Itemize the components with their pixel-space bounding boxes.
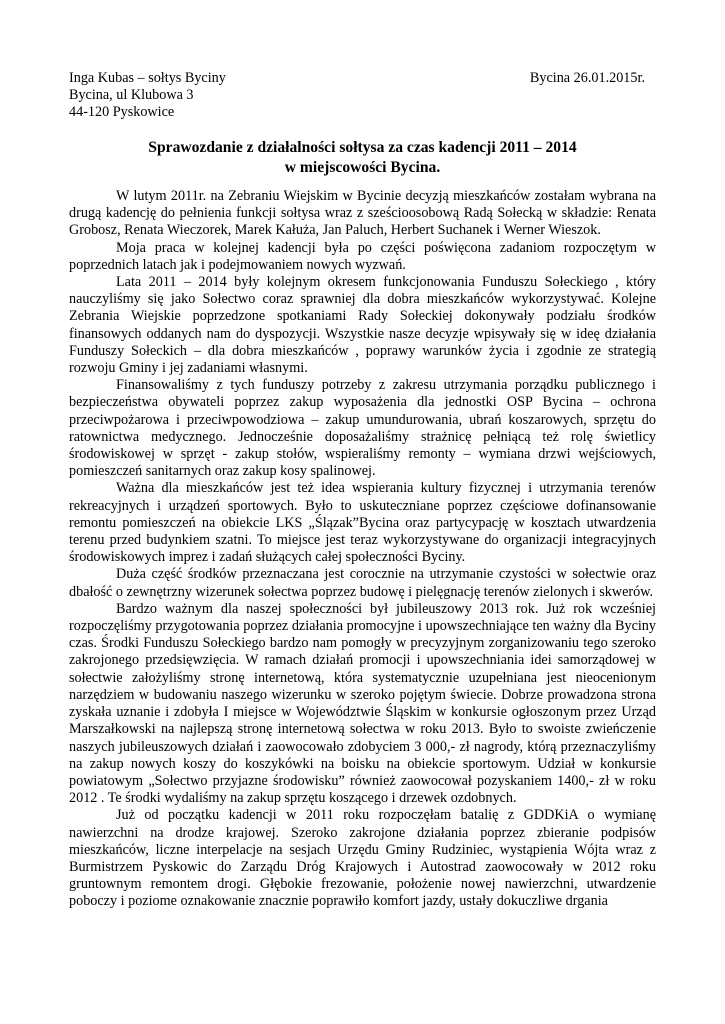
paragraph: Lata 2011 – 2014 były kolejnym okresem funkcjonowania Funduszu Sołeckiego , który nauczyliśmy się jako Sołectwo coraz sprawniej dla dobra mieszkańców wykorzystywać. Kolejne Zebrania Wiejskie poprzedzone spotkaniami Rady Sołeckiej dokonywały podziału środków finansowych oddanych nam do dyspozycji. Wszystkie nasze decyzje wpisywały się w ideę działania Funduszy Sołeckich – dla dobra mieszkańców , poprawy warunków życia i zgodnie ze strategią rozwoju Gminy i jej zadaniami własnymi. xyxy=(69,274,656,377)
paragraph: Już od początku kadencji w 2011 roku rozpoczęłam batalię z GDDKiA o wymianę nawierzchni na drodze krajowej. Szeroko zakrojone działania poprzez zbieranie podpisów mieszkańców, liczne interpelacje na sesjach Urzędu Gminy Rudziniec, wystąpienia Wójta wraz z Burmistrzem Pyskowic do Zarządu Dróg Krajowych i Autostrad zaowocowały w 2012 roku gruntownym remontem drogi. Głębokie frezowanie, położenie nowej nawierzchni, utwardzenie poboczy i poziome oznakowanie znacznie poprawiło komfort jazdy, ustały dokuczliwe drgania xyxy=(69,807,656,910)
paragraph: Moja praca w kolejnej kadencji była po części poświęcona zadaniom rozpoczętym w poprzednich latach jak i podejmowaniem nowych wyzwań. xyxy=(69,239,656,273)
paragraph: Duża część środków przeznaczana jest corocznie na utrzymanie czystości w sołectwie oraz dbałość o zewnętrzny wizerunek sołectwa poprzez budowę i pielęgnację terenów zielonych i skwerów. xyxy=(69,566,656,600)
document-title xyxy=(69,138,656,177)
paragraph: Finansowaliśmy z tych funduszy potrzeby z zakresu utrzymania porządku publicznego i bezpieczeństwa obywateli poprzez zakup wyposażenia dla jednostki OSP Bycina – ochrona przeciwpożarowa i przeciwpowodziowa – zakup umundurowania, ubrań koszarowych, sprzętu do ratownictwa medycznego. Jednocześnie doposażaliśmy strażnicę pełniącą też rolę świetlicy środowiskowej w sprzęt - zakup stołów, wspieraliśmy remonty – wymiana drzwi wejściowych, pomieszczeń sanitarnych oraz zakup kosy spalinowej. xyxy=(69,377,656,480)
document-body xyxy=(69,188,656,911)
sender-address xyxy=(69,70,226,122)
paragraph: Ważna dla mieszkańców jest też idea wspierania kultury fizycznej i utrzymania terenów rekreacyjnych i urządzeń sportowych. Było to uskuteczniane poprzez częściowe dofinansowanie remontu pomieszczeń na obiekcie LKS „Ślązak”Bycina oraz partycypację w kosztach utwardzenia terenu przed budynkiem szatni. To miejsce jest teraz wykorzystywane do organizacji integracyjnych środowiskowych imprez i zadań służących całej społeczności Byciny. xyxy=(69,480,656,566)
title-line-1: Sprawozdanie z działalności sołtysa za czas kadencji 2011 – 2014 xyxy=(148,139,577,156)
sender-postal: 44-120 Pyskowice xyxy=(69,104,175,121)
title-line-2: w miejscowości Bycina. xyxy=(284,158,441,176)
sender-name: Inga Kubas – sołtys Byciny xyxy=(69,70,226,86)
sender-street: Bycina, ul Klubowa 3 xyxy=(69,87,194,104)
paragraph: Bardzo ważnym dla naszej społeczności był jubileuszowy 2013 rok. Już rok wcześniej rozpoczęliśmy przygotowania poprzez działania promocyjne i upowszechniające ten ważny dla Byciny czas. Środki Funduszu Sołeckiego bardzo nam pomogły w precyzyjnym zorganizowaniu tego szeroko zakrojonego przedsięwzięcia. W ramach działań promocji i upowszechniania idei samorządowej w sołectwie założyliśmy stronę internetową, która systematycznie uzupełniana jest nieocenionym narzędziem w budowaniu naszego wizerunku w szeroko pojętym świecie. Dobrze prowadzona strona zyskała uznanie i zdobyła I miejsce w Województwie Śląskim w konkursie ogłoszonym przez Urząd Marszałkowski na najlepszą stronę internetową sołectwa w roku 2013. Było to swoiste zwieńczenie naszych jubileuszowych działań i zaowocowało zdobyciem 3 000,- zł nagrody, którą przeznaczyliśmy na zakup nowych koszy do koszykówki na boisku na obiekcie sportowym. Udział w konkursie powiatowym „Sołectwo przyjazne środowisku” również zaowocował pozyskaniem 1400,- zł w roku 2012 . Te środki wydaliśmy na zakup sprzętu koszącego i drzewek ozdobnych. xyxy=(69,600,656,807)
paragraph: W lutym 2011r. na Zebraniu Wiejskim w Bycinie decyzją mieszkańców zostałam wybrana na drugą kadencję do pełnienia funkcji sołtysa wraz z sześcioosobową Radą Sołecką w składzie: Renata Grobosz, Renata Wieczorek, Marek Kałuża, Jan Paluch, Herbert Suchanek i Werner Wieszok. xyxy=(69,188,656,239)
document-date: Bycina 26.01.2015r. xyxy=(529,70,645,86)
